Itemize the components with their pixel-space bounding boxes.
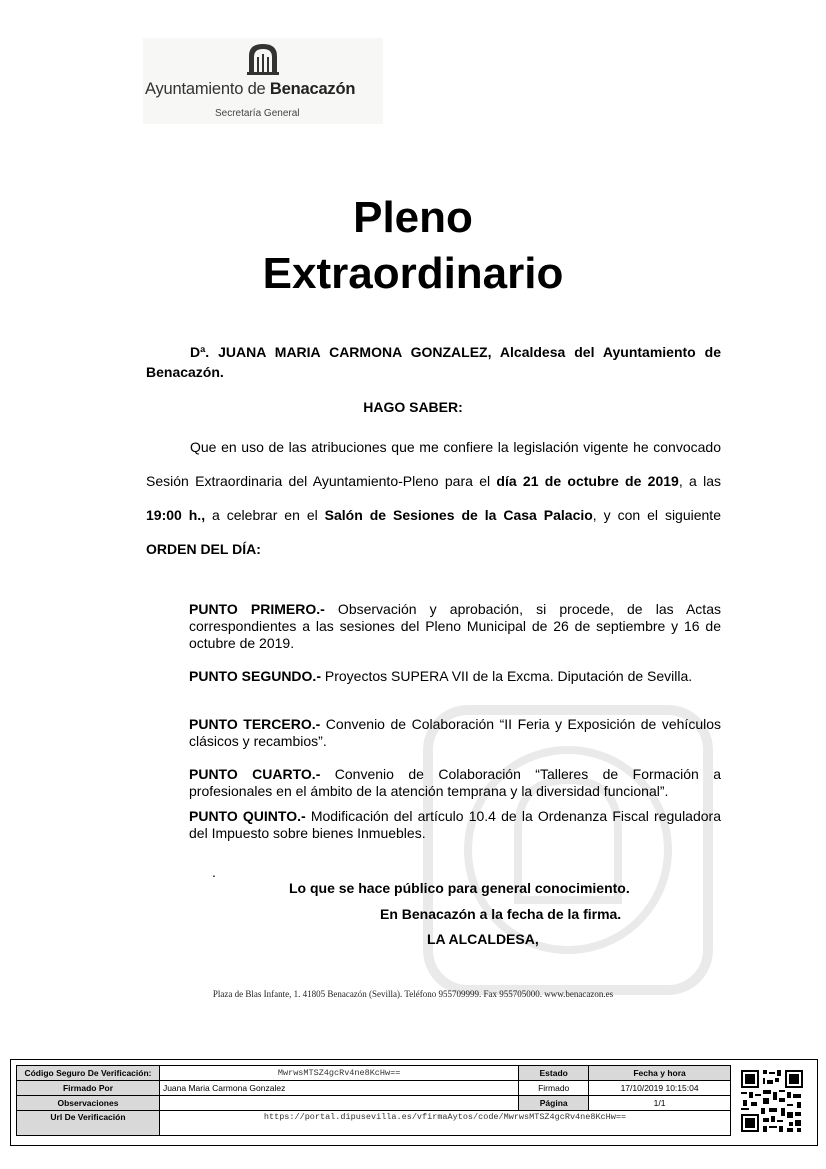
pagina-label: Página bbox=[519, 1096, 589, 1111]
fecha-label: Fecha y hora bbox=[589, 1066, 731, 1081]
closing-date-place: En Benacazón a la fecha de la firma. bbox=[380, 906, 622, 922]
verification-table bbox=[16, 1065, 731, 1136]
agenda-item: PUNTO SEGUNDO.- Proyectos SUPERA VII de la Excma. Diputación de Sevilla. bbox=[189, 668, 693, 684]
csv-value: MwrwsMTSZ4gcRv4ne8KcHw== bbox=[159, 1066, 518, 1081]
agenda-item: PUNTO PRIMERO.- Observación y aprobación, si procede, de las Actas correspondientes a las sesiones del Pleno Municipal de 26 de septiembre y 16 de octubre de 2019. bbox=[189, 601, 721, 651]
closing-signature-title: LA ALCALDESA, bbox=[427, 931, 539, 947]
table-row bbox=[17, 1081, 731, 1096]
csv-label: Código Seguro De Verificación: bbox=[17, 1066, 160, 1081]
organization-logo bbox=[143, 38, 383, 124]
closing-public-notice: Lo que se hace público para general conocimiento. bbox=[289, 880, 630, 896]
estado-label: Estado bbox=[519, 1066, 589, 1081]
table-row bbox=[17, 1066, 731, 1081]
page-title-line2: Extraordinario bbox=[262, 249, 564, 298]
agenda-item: PUNTO CUARTO.- Convenio de Colaboración “Talleres de Formación a profesionales en el ámbito de la atención temprana y la diversidad funcional”. bbox=[189, 766, 721, 799]
organization-name: Ayuntamiento de Benacazón bbox=[145, 80, 356, 98]
convocatoria-paragraph: Que en uso de las atribuciones que me confiere la legislación vigente he convocado Sesión Extraordinaria del Ayuntamiento-Pleno para el día 21 de octubre de 2019, a las 19:00 h., a celebrar en el Salón de Sesiones de la Casa Palacio, y con el siguiente ORDEN DEL DÍA: bbox=[146, 439, 721, 557]
pagina-value: 1/1 bbox=[589, 1096, 731, 1111]
footer-address: Plaza de Blas Infante, 1. 41805 Benacazón (Sevilla). Teléfono 955709999. Fax 955705000. www.benacazon.es bbox=[212, 989, 614, 999]
url-label: Url De Verificación bbox=[17, 1111, 160, 1136]
table-row bbox=[17, 1096, 731, 1111]
estado-value: Firmado bbox=[519, 1081, 589, 1096]
fecha-value: 17/10/2019 10:15:04 bbox=[589, 1081, 731, 1096]
table-row bbox=[17, 1111, 731, 1136]
arch-building-icon bbox=[246, 42, 280, 76]
observaciones-label: Observaciones bbox=[17, 1096, 160, 1111]
department-name: Secretaría General bbox=[215, 108, 300, 119]
observaciones-value bbox=[159, 1096, 518, 1111]
agenda-item: PUNTO QUINTO.- Modificación del artículo 10.4 de la Ordenanza Fiscal reguladora del Impuesto sobre bienes Inmuebles. bbox=[189, 808, 721, 841]
hago-saber-heading: HAGO SABER: bbox=[363, 399, 463, 415]
stray-dot: . bbox=[212, 864, 216, 880]
firmado-label: Firmado Por bbox=[17, 1081, 160, 1096]
mayor-intro: Dª. JUANA MARIA CARMONA GONZALEZ, Alcaldesa del Ayuntamiento de Benacazón. bbox=[146, 344, 721, 380]
verification-url[interactable]: https://portal.dipusevilla.es/vfirmaAytos/code/MwrwsMTSZ4gcRv4ne8KcHw== bbox=[159, 1111, 730, 1136]
agenda-item: PUNTO TERCERO.- Convenio de Colaboración “II Feria y Exposición de vehículos clásicos y recambios”. bbox=[189, 716, 722, 749]
page-title-line1: Pleno bbox=[353, 193, 473, 242]
firmado-value: Juana Maria Carmona Gonzalez bbox=[159, 1081, 518, 1096]
qr-code-icon[interactable] bbox=[739, 1068, 805, 1134]
